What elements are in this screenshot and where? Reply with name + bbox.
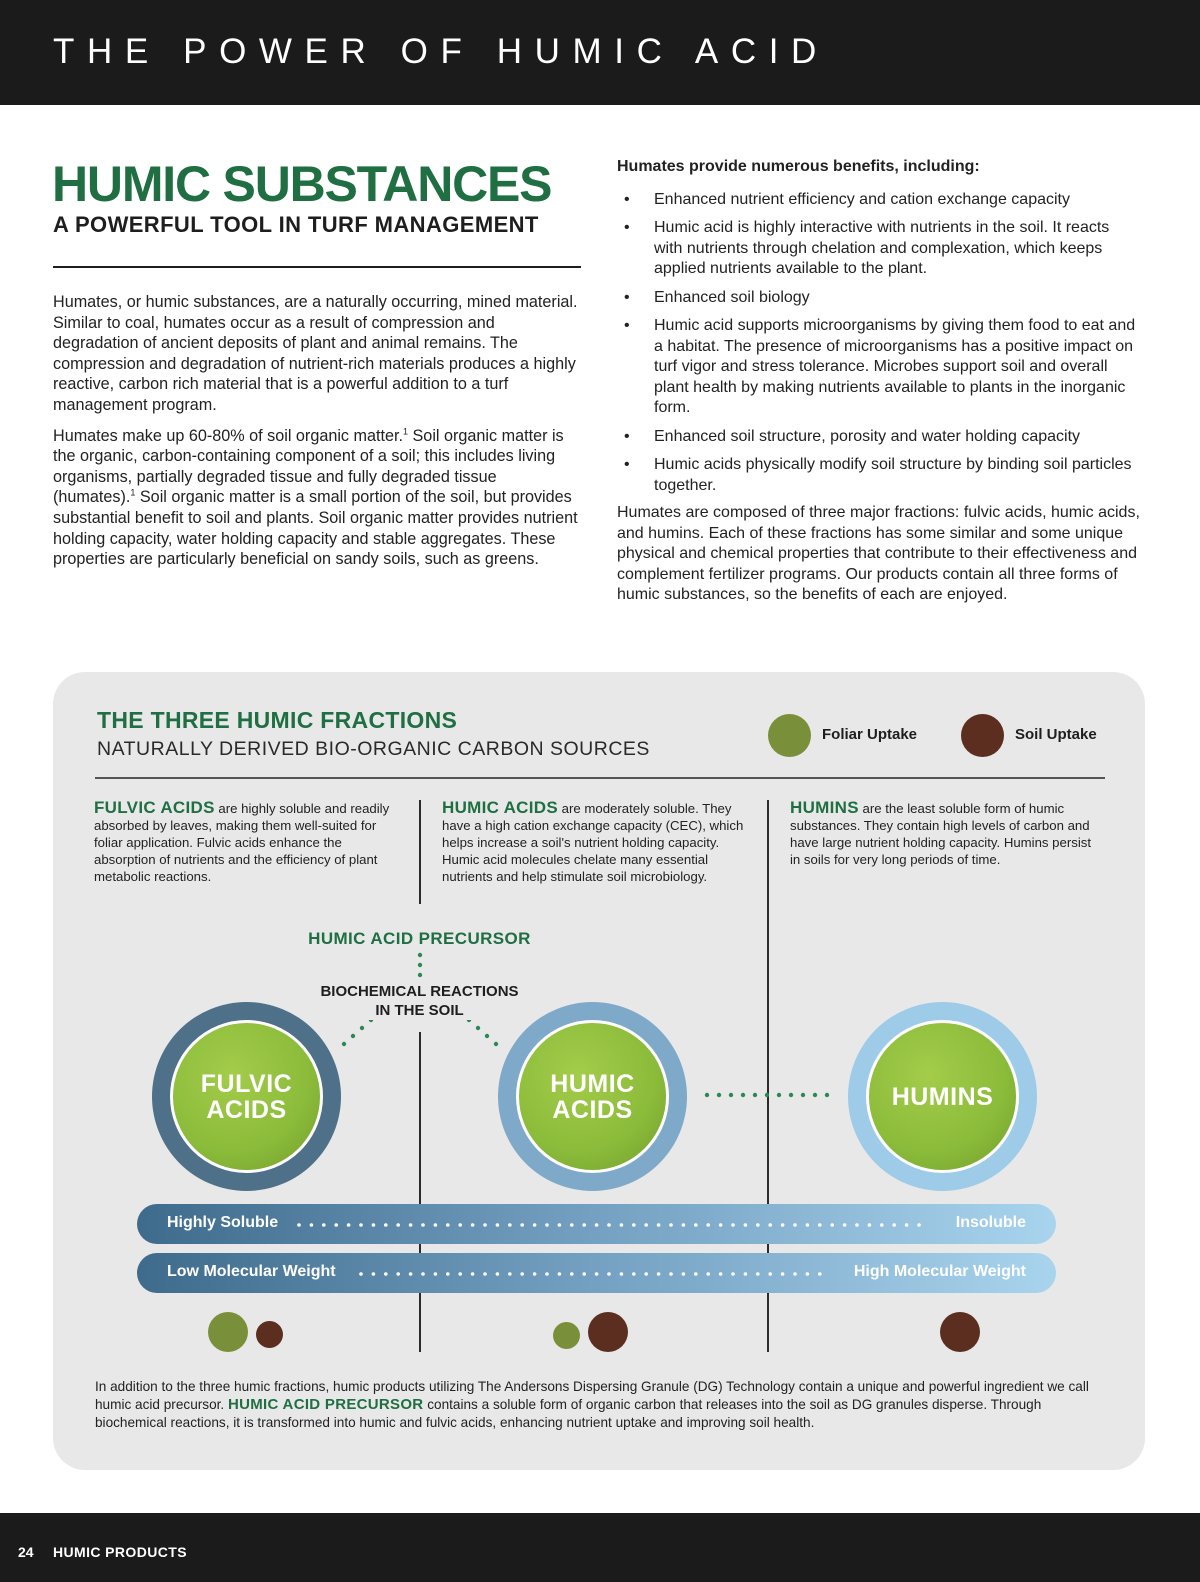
- list-item: • Humic acid is highly interactive with nutrients in the soil. It reacts with nutrients through chelation and complexation, which keeps applied nutrients available to the plant.: [624, 219, 1110, 277]
- solubility-left-label: Highly Soluble: [167, 1214, 279, 1231]
- intro-paragraph-2: Humates make up 60-80% of soil organic matter.$^1$ Soil organic matter is the organic, carbon-containing component of a soil; this includes living organisms, partially degraded tissue and fully degraded tissue (humates).$^1$ Soil organic matter is a small portion of the soil, but provides substantial benefit to soil and plants. Soil organic matter provides nutrient holding capacity, water holding capacity and stable aggregates. These properties are particularly beneficial on sandy soils, such as greens.: [53, 426, 578, 569]
- list-item: • Humic acids physically modify soil structure by binding soil particles together.: [624, 456, 1132, 494]
- precursor-highlight: HUMIC ACID PRECURSOR: [227, 1396, 424, 1413]
- intro-body: [53, 292, 583, 580]
- main-title: HUMIC SUBSTANCES: [52, 156, 552, 212]
- solubility-dots: [297, 1223, 927, 1227]
- list-item: • Enhanced soil biology: [624, 288, 810, 306]
- biochemical-reactions-label: BIOCHEMICAL REACTIONS IN THE SOIL: [223, 982, 616, 1020]
- fulvic-foliar-uptake-dot: [208, 1312, 248, 1352]
- page-number: 24: [18, 1544, 34, 1560]
- list-item: • Humic acid supports microorganisms by giving them food to eat and a habitat. The presence of microorganisms has a positive impact on turf vigor and stress tolerance. Microbes support soil and overall plant health by making nutrients available to plants in the inorganic form.: [624, 317, 1136, 416]
- solubility-right-label: Insoluble: [955, 1214, 1026, 1231]
- humic-circle: HUMIC ACIDS: [516, 1020, 669, 1173]
- fulvic-soil-uptake-dot: [256, 1321, 283, 1348]
- fulvic-term: FULVIC ACIDS: [94, 798, 215, 817]
- molecular-weight-dots: [359, 1272, 829, 1276]
- list-item: • Enhanced soil structure, porosity and water holding capacity: [624, 427, 1081, 445]
- footer-label: HUMIC PRODUCTS: [53, 1544, 187, 1560]
- list-item: • Enhanced nutrient efficiency and cation exchange capacity: [624, 190, 1070, 208]
- humins-soil-uptake-dot: [940, 1312, 980, 1352]
- benefits-closing: Humates are composed of three major fractions: fulvic acids, humic acids, and humins. Each of these fractions has some similar and some unique physical and chemical properties that contribute to their effectiveness and complement fertilizer programs. Our products contain all three forms of humic substances, so the benefits of each are enjoyed.: [617, 504, 1140, 603]
- molecular-weight-right-label: High Molecular Weight: [853, 1263, 1026, 1280]
- humins-term: HUMINS: [790, 798, 859, 817]
- molecular-weight-scale: [137, 1253, 1056, 1293]
- molecular-weight-left-label: Low Molecular Weight: [167, 1263, 336, 1280]
- footnote-ref: 1: [403, 426, 409, 437]
- title-divider: [53, 266, 581, 268]
- page-footer: [0, 1513, 1200, 1582]
- benefits-section: [617, 157, 1142, 606]
- solubility-scale: [137, 1204, 1056, 1244]
- benefits-heading: Humates provide numerous benefits, including:: [617, 158, 980, 175]
- fulvic-circle: FULVIC ACIDS: [170, 1020, 323, 1173]
- humins-description: HUMINS are the least soluble form of humic substances. They contain high levels of carbon and have large nutrient holding capacity. Humins persist in soils for very long periods of time.: [790, 798, 1092, 867]
- intro-paragraph-1: Humates, or humic substances, are a naturally occurring, mined material. Similar to coal, humates occur as a result of compression and degradation of ancient deposits of plant and animal remains. The compression and degradation of nutrient-rich materials produces a highly reactive, carbon rich material that is a powerful addition to a turf management program.: [53, 293, 578, 414]
- fractions-title: THE THREE HUMIC FRACTIONS: [97, 707, 458, 733]
- fractions-subtitle: NATURALLY DERIVED BIO-ORGANIC CARBON SOURCES: [97, 738, 650, 760]
- fractions-panel: [53, 672, 1145, 1470]
- precursor-label: HUMIC ACID PRECURSOR: [308, 929, 531, 948]
- page-header: [0, 0, 1200, 105]
- footnote-ref: 1: [130, 487, 136, 498]
- humins-circle: HUMINS: [866, 1020, 1019, 1173]
- soil-uptake-label: Soil Uptake: [1015, 726, 1097, 743]
- humic-term: HUMIC ACIDS: [442, 798, 558, 817]
- humic-foliar-uptake-dot: [553, 1322, 580, 1349]
- fulvic-description: FULVIC ACIDS are highly soluble and readily absorbed by leaves, making them well-suited for foliar application. Fulvic acids enhance the absorption of nutrients and the efficiency of plant metabolic reactions.: [94, 798, 390, 884]
- foliar-uptake-label: Foliar Uptake: [822, 726, 918, 743]
- page-header-title: THE POWER OF HUMIC ACID: [53, 32, 829, 71]
- main-subtitle: A POWERFUL TOOL IN TURF MANAGEMENT: [53, 212, 539, 237]
- benefits-list: [617, 190, 1142, 497]
- humic-description: HUMIC ACIDS are moderately soluble. They have a high cation exchange capacity (CEC), which helps increase a soil's nutrient holding capacity. Humic acid molecules chelate many essential nutrients and help stimulate soil microbiology.: [442, 798, 744, 884]
- humic-soil-uptake-dot: [588, 1312, 628, 1352]
- precursor-note: In addition to the three humic fractions, humic products utilizing The Andersons Dispersing Granule (DG) Technology contain a unique and powerful ingredient we call humic acid precursor. HUMIC ACID PRECURSOR contains a soluble form of organic carbon that releases into the soil as DG granules disperse. Through biochemical reactions, it is transformed into humic and fulvic acids, enhancing nutrient uptake and improving soil health.: [95, 1379, 1089, 1430]
